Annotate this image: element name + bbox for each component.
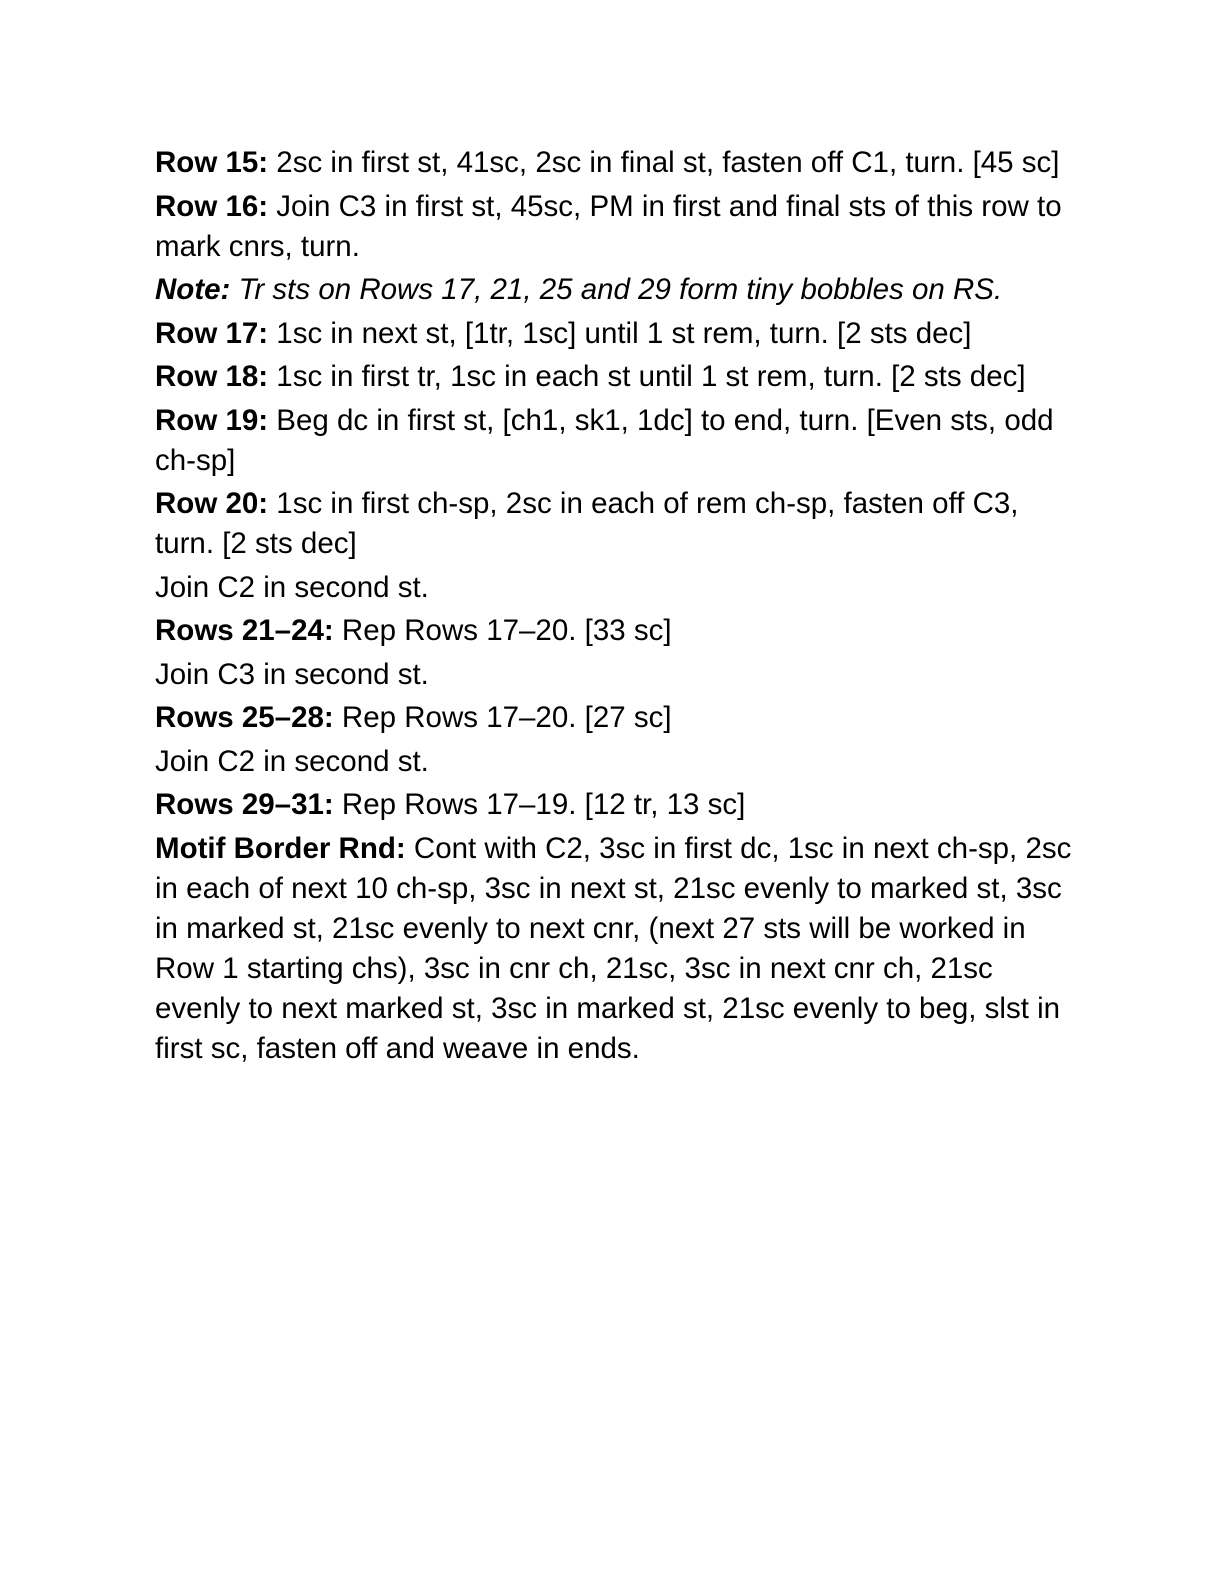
pattern-paragraph xyxy=(155,829,1073,1069)
pattern-paragraph xyxy=(155,484,1073,564)
row-label: Row 17: xyxy=(155,316,269,350)
row-instructions: Join C2 in second st. xyxy=(155,744,429,778)
row-instructions: Join C2 in second st. xyxy=(155,570,429,604)
row-label: Rows 21–24: xyxy=(155,614,334,647)
pattern-paragraph xyxy=(155,698,1073,738)
row-instructions: Cont with C2, 3sc in first dc, 1sc in next ch-sp, 2sc in each of next 10 ch-sp, 3sc in next st, 21sc evenly to marked st, 3sc in marked st, 21sc evenly to next cnr, (next 27 sts will be worked in Row 1 starting chs), 3sc in cnr ch, 21sc, 3sc in next cnr ch, 21sc evenly to next marked st, 3sc in marked st, 21sc evenly to beg, slst in first sc, fasten off and weave in ends. xyxy=(155,831,1072,1065)
row-instructions: 2sc in first st, 41sc, 2sc in final st, fasten off C1, turn. [45 sc] xyxy=(268,146,1060,179)
pattern-paragraph xyxy=(155,357,1073,397)
document-body xyxy=(155,143,1073,1069)
pattern-paragraph xyxy=(155,785,1073,825)
row-label: Row 15: xyxy=(155,146,269,179)
row-label: Rows 29–31: xyxy=(155,788,334,821)
row-label: Note: xyxy=(155,273,231,306)
row-label: Row 16: xyxy=(155,189,269,223)
pattern-paragraph xyxy=(155,401,1073,481)
pattern-paragraph xyxy=(155,143,1073,183)
row-instructions: Rep Rows 17–20. [27 sc] xyxy=(333,701,672,734)
row-instructions: Beg dc in first st, [ch1, sk1, 1dc] to end, turn. [Even sts, odd ch-sp] xyxy=(155,403,1054,477)
row-instructions: Join C3 in second st. xyxy=(155,657,429,691)
pattern-paragraph xyxy=(155,270,1073,310)
row-instructions: Rep Rows 17–19. [12 tr, 13 sc] xyxy=(333,788,746,821)
row-instructions: Join C3 in first st, 45sc, PM in first and final sts of this row to mark cnrs, turn. xyxy=(155,189,1062,263)
pattern-paragraph xyxy=(155,568,1073,608)
row-label: Motif Border Rnd: xyxy=(155,831,406,865)
pattern-paragraph xyxy=(155,314,1073,354)
pattern-paragraph xyxy=(155,655,1073,695)
row-label: Row 20: xyxy=(155,487,269,520)
pattern-paragraph xyxy=(155,611,1073,651)
row-instructions: 1sc in next st, [1tr, 1sc] until 1 st rem, turn. [2 sts dec] xyxy=(268,316,972,350)
row-label: Row 18: xyxy=(155,360,269,393)
row-instructions: 1sc in first ch-sp, 2sc in each of rem ch-sp, fasten off C3, turn. [2 sts dec] xyxy=(155,487,1019,560)
row-label: Row 19: xyxy=(155,403,269,437)
row-label: Rows 25–28: xyxy=(155,701,334,734)
row-instructions: 1sc in first tr, 1sc in each st until 1 st rem, turn. [2 sts dec] xyxy=(268,360,1026,393)
pattern-paragraph xyxy=(155,742,1073,782)
pattern-paragraph xyxy=(155,187,1073,267)
row-instructions: Rep Rows 17–20. [33 sc] xyxy=(333,614,672,647)
row-instructions: Tr sts on Rows 17, 21, 25 and 29 form tiny bobbles on RS. xyxy=(230,273,1003,306)
